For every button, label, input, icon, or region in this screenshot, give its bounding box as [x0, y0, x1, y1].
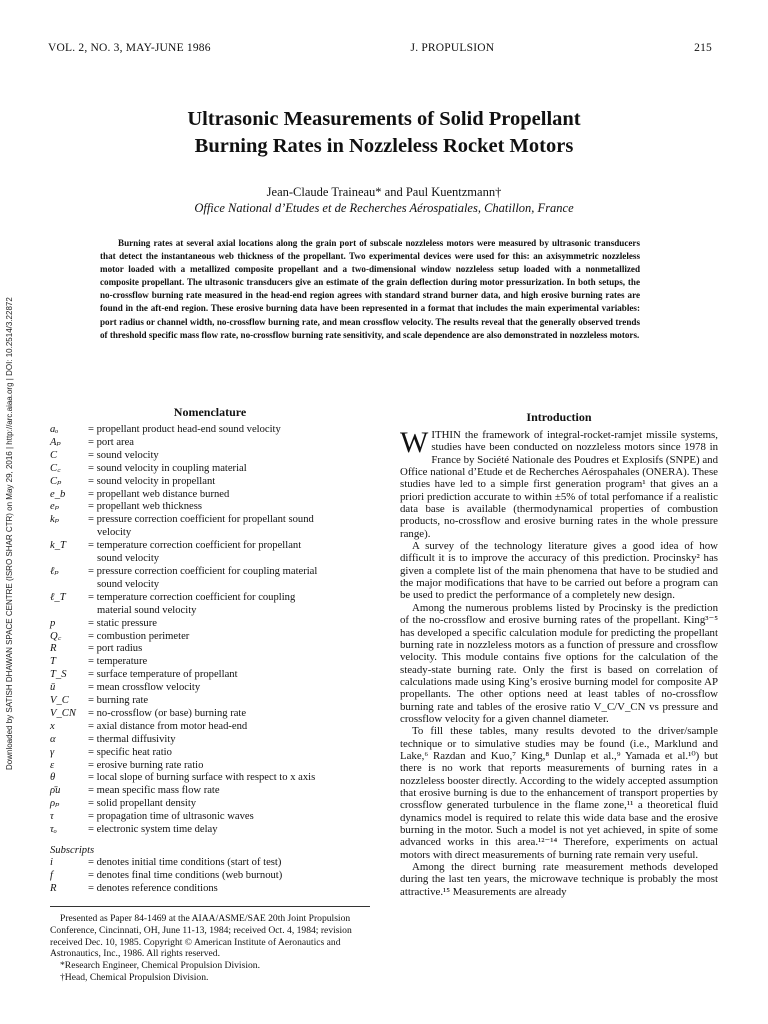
definition-text: = port radius	[88, 643, 143, 655]
nomenclature-definition	[86, 708, 370, 721]
title-line-1: Ultrasonic Measurements of Solid Propellant	[187, 108, 581, 130]
nomenclature-definition	[86, 476, 370, 489]
nomenclature-symbol: θ	[50, 772, 56, 784]
nomenclature-symbol: α	[50, 733, 56, 745]
nomenclature-row	[50, 643, 370, 656]
nomenclature-symbol: aₒ	[50, 424, 59, 435]
volume-issue: VOL. 2, NO. 3, MAY-JUNE 1986	[48, 42, 211, 54]
definition-text: = pressure correction coefficient for propellant sound	[88, 514, 314, 526]
nomenclature-row	[50, 734, 370, 747]
definition-text: = burning rate	[88, 695, 149, 707]
nomenclature-row	[50, 489, 370, 502]
definition-text: = denotes final time conditions (web burnout)	[88, 869, 283, 881]
definition-text: = sound velocity in coupling material	[88, 462, 247, 474]
nomenclature-symbol: τₒ	[50, 824, 57, 836]
definition-text: = combustion perimeter	[88, 630, 190, 642]
nomenclature-definition	[86, 824, 370, 837]
author-block	[60, 184, 708, 216]
nomenclature-definition	[86, 501, 370, 514]
title-line-2: Burning Rates in Nozzleless Rocket Motors	[194, 135, 574, 157]
footnotes	[50, 906, 370, 984]
article-title	[60, 106, 708, 160]
nomenclature-definition	[86, 798, 370, 811]
nomenclature-row	[50, 450, 370, 463]
definition-text: = propellant product head-end sound velocity	[88, 424, 281, 435]
nomenclature-row	[50, 476, 370, 489]
nomenclature-definition	[86, 669, 370, 682]
definition-continuation: sound velocity	[97, 553, 160, 565]
nomenclature-definition	[86, 785, 370, 798]
nomenclature-symbol: C	[50, 449, 58, 461]
nomenclature-symbol: Q꜀	[50, 630, 62, 642]
abstract: Burning rates at several axial locations along the grain port of subscale nozzleless motors were measured by ultrasonic transducers that detect the instantaneous web thickness of the propellant. Two experimental devices were used for this: an axisymmetric nozzleless motor loaded with a metallized composite propellant and a two-dimensional window nozzleless setup loaded with a nonmetallized composite propellant. The ultrasonic transducers give an estimate of the grain deflection during motor pressurization. In both setups, the no-crossflow burning rate measured in the head-end region agrees with standard strand burner data, and high erosive burning rates are found in the aft-end region. These erosive burning data have been represented in a format that includes the main experimental variables: port radius or channel width, no-crossflow burning rate, and mean crossflow velocity. The results reveal that the generally observed trends of threshold specific mass flow rate, no-crossflow burning rate sensitivity, and scale dependence are also demonstrated in nozzleless motors.	[100, 238, 640, 340]
nomenclature-definition	[86, 760, 370, 773]
nomenclature-definition	[86, 811, 370, 824]
nomenclature-symbol: Aₚ	[50, 436, 61, 448]
definition-text: = erosive burning rate ratio	[88, 759, 204, 771]
definition-text: = propellant web distance burned	[88, 488, 230, 500]
definition-text: = sound velocity	[88, 449, 159, 461]
nomenclature-symbol: T_S	[50, 669, 67, 681]
nomenclature-row	[50, 708, 370, 721]
nomenclature-definition	[86, 618, 370, 631]
subscripts-heading: Subscripts	[50, 845, 95, 856]
footnote-author-2: †Head, Chemical Propulsion Division.	[60, 972, 209, 984]
intro-paragraph-1-text: ITHIN the framework of integral-rocket-ramjet missile systems, studies have been conducted on nozzleless motors since 1978 in France by Société Nationale des Poudres et Explosifs (SNPE) and Office national d’Etude et de Recherches Aérospahales (ONERA). These studies have led to a simple first generation program¹ that gives an a priori prediction accurate to within ±5% of total perfomance if a realistic data base is available (thermodynamical properties of combustion products, no-crossflow and erosive burning rates in the whole pressure range).	[400, 429, 718, 540]
nomenclature-row	[50, 772, 370, 785]
definition-text: = denotes reference conditions	[88, 882, 218, 894]
definition-text: = specific heat ratio	[88, 746, 172, 758]
definition-text: = thermal diffusivity	[88, 733, 176, 745]
definition-text: = axial distance from motor head-end	[88, 720, 248, 732]
definition-continuation: velocity	[97, 527, 132, 539]
nomenclature-symbol: x	[50, 720, 55, 732]
nomenclature-symbol: ρ̄u	[50, 785, 61, 797]
nomenclature-row	[50, 463, 370, 476]
journal-name: J. PROPULSION	[410, 42, 495, 54]
nomenclature-row	[50, 760, 370, 773]
nomenclature-row	[50, 618, 370, 631]
nomenclature-definition	[86, 489, 370, 502]
definition-text: = local slope of burning surface with respect to x axis	[88, 772, 316, 784]
nomenclature-row	[50, 857, 370, 870]
footnote-presented: Presented as Paper 84-1469 at the AIAA/ASME/SAE 20th Joint Propulsion Conference, Cincinnati, OH, June 11-13, 1984; received Oct. 4, 1984; revision received Dec. 10, 1985. Copyright © American Institute of Aeronautics and Astronautics, Inc., 1986. All rights reserved.	[50, 912, 352, 960]
nomenclature-symbol: C꜀	[50, 462, 61, 474]
definition-text: = propagation time of ultrasonic waves	[88, 811, 254, 823]
right-column	[400, 410, 718, 898]
left-column	[50, 405, 370, 984]
nomenclature-heading: Nomenclature	[173, 405, 247, 419]
intro-paragraph-5: Among the direct burning rate measurement methods developed during the last ten years, the microwave technique is probably the most attractive.¹⁵ Measurements are already	[400, 861, 718, 898]
nomenclature-definition	[86, 540, 370, 566]
nomenclature-row	[50, 437, 370, 450]
nomenclature-row	[50, 540, 370, 566]
nomenclature-row	[50, 656, 370, 669]
intro-paragraph-1	[400, 426, 718, 540]
nomenclature-symbol: e_b	[50, 488, 66, 500]
nomenclature-definition	[86, 883, 370, 896]
drop-cap: W	[400, 426, 429, 459]
introduction-body	[400, 426, 718, 898]
nomenclature-row	[50, 883, 370, 896]
nomenclature-symbol: Cₚ	[50, 475, 62, 487]
nomenclature-symbol: ū	[50, 682, 56, 694]
nomenclature-symbol: V_CN	[50, 707, 76, 719]
nomenclature-definition	[86, 870, 370, 883]
definition-text: = solid propellant density	[88, 798, 197, 810]
nomenclature-definition	[86, 437, 370, 450]
nomenclature-row	[50, 566, 370, 592]
intro-paragraph-4: To fill these tables, many results devoted to the driver/sample technique or to simulative studies may be found (i.e., Marklund and Lake,⁶ Razdan and Kuo,⁷ King,⁸ Dunlap et al.,⁹ Yamada et al.¹⁰) but there is no work that reports measurements of burning rates in a nozzleless booster directly. According to the widely accepted assumption that erosive burning is due to the enhancement of transport properties by crossflow generated turbulence in the flame zone,¹¹ a theoretical fluid dynamics model is required to relate this wide data base and the erosive burning in the motor. Such a model is not yet achieved, in spite of some advanced works in this area.¹²⁻¹⁴ Therefore, experiments on actual motors with direct measurements of burning rate remain very useful.	[400, 725, 718, 861]
nomenclature-definition	[86, 857, 370, 870]
nomenclature-symbol: γ	[50, 746, 55, 758]
nomenclature-symbol: ρₚ	[50, 798, 60, 810]
definition-text: = temperature	[88, 656, 148, 668]
nomenclature-definition	[86, 772, 370, 785]
nomenclature-row	[50, 631, 370, 644]
nomenclature-row	[50, 870, 370, 883]
nomenclature-symbol: i	[50, 857, 53, 868]
nomenclature-symbol: k_T	[50, 540, 66, 552]
definition-text: = no-crossflow (or base) burning rate	[88, 707, 247, 719]
definition-text: = port area	[88, 436, 134, 448]
nomenclature-row	[50, 824, 370, 837]
nomenclature-definition	[86, 424, 370, 437]
nomenclature-row	[50, 747, 370, 760]
nomenclature-row	[50, 514, 370, 540]
nomenclature-definition	[86, 721, 370, 734]
definition-continuation: material sound velocity	[97, 604, 197, 616]
nomenclature-definition	[86, 682, 370, 695]
nomenclature-row	[50, 424, 370, 437]
nomenclature-symbol: R	[50, 882, 57, 894]
running-head	[48, 42, 712, 54]
intro-paragraph-2: A survey of the technology literature gives a good idea of how difficult it is to improve the accuracy of this prediction. Procinsky² has given a complete list of the main phenomena that have to be studied and the major modifications that have to be carried out before a program can be used to predict the performance of a completely new design.	[400, 540, 718, 602]
introduction-heading: Introduction	[526, 410, 592, 424]
nomenclature-row	[50, 592, 370, 618]
nomenclature-row	[50, 811, 370, 824]
page-number: 215	[694, 42, 712, 54]
nomenclature-symbol: kₚ	[50, 514, 59, 526]
nomenclature-definition	[86, 592, 370, 618]
nomenclature-list	[50, 424, 370, 837]
intro-paragraph-3: Among the numerous problems listed by Procinsky is the prediction of the no-crossflow and erosive burning rates of the propellant. King³⁻⁵ has developed a specific calculation module for predicting the propellant burning rate in nozzleless motors as a function of pressure and crossflow velocity. This module contains five options for the calculation of the steady-state burning rate. Only the first is based on correlation of calculations made using King’s erosive burning model for composite AP propellants. The other options need at least tables of no-crossflow burning rate and tables of the erosive ratio V_C/V_CN vs pressure and crossflow velocity for a given channel diameter.	[400, 601, 718, 725]
definition-text: = surface temperature of propellant	[88, 669, 238, 681]
nomenclature-definition	[86, 695, 370, 708]
nomenclature-definition	[86, 450, 370, 463]
nomenclature-symbol: τ	[50, 811, 54, 823]
definition-text: = temperature correction coefficient for coupling	[88, 591, 296, 603]
nomenclature-symbol: p	[50, 617, 56, 629]
subscripts-list	[50, 857, 370, 896]
nomenclature-row	[50, 785, 370, 798]
nomenclature-symbol: eₚ	[50, 501, 59, 513]
definition-text: = mean crossflow velocity	[88, 682, 201, 694]
nomenclature-definition	[86, 566, 370, 592]
author-affiliation: Office National d’Etudes et de Recherches Aérospatiales, Chatillon, France	[194, 201, 574, 215]
nomenclature-symbol: R	[50, 643, 57, 655]
definition-text: = electronic system time delay	[88, 824, 218, 836]
nomenclature-row	[50, 721, 370, 734]
footnote-author-1: *Research Engineer, Chemical Propulsion Division.	[60, 960, 260, 972]
definition-text: = pressure correction coefficient for coupling material	[88, 565, 318, 577]
nomenclature-definition	[86, 514, 370, 540]
nomenclature-row	[50, 798, 370, 811]
nomenclature-row	[50, 669, 370, 682]
nomenclature-symbol: f	[50, 869, 53, 881]
definition-text: = sound velocity in propellant	[88, 475, 216, 487]
nomenclature-definition	[86, 734, 370, 747]
nomenclature-row	[50, 695, 370, 708]
nomenclature-symbol: ε	[50, 759, 55, 771]
definition-text: = mean specific mass flow rate	[88, 785, 220, 797]
definition-text: = temperature correction coefficient for propellant	[88, 540, 302, 552]
author-names: Jean-Claude Traineau* and Paul Kuentzmann†	[266, 185, 502, 199]
nomenclature-definition	[86, 643, 370, 656]
definition-text: = propellant web thickness	[88, 501, 202, 513]
nomenclature-symbol: ℓ_T	[50, 591, 66, 603]
definition-continuation: sound velocity	[97, 578, 160, 590]
nomenclature-row	[50, 501, 370, 514]
nomenclature-definition	[86, 631, 370, 644]
definition-text: = static pressure	[88, 617, 157, 629]
nomenclature-row	[50, 682, 370, 695]
definition-text: = denotes initial time conditions (start of test)	[88, 857, 282, 868]
nomenclature-definition	[86, 747, 370, 760]
nomenclature-definition	[86, 656, 370, 669]
nomenclature-symbol: V_C	[50, 695, 69, 707]
nomenclature-definition	[86, 463, 370, 476]
nomenclature-symbol: ℓₚ	[50, 565, 59, 577]
nomenclature-symbol: T	[50, 656, 56, 668]
download-watermark: Downloaded by SATISH DHAWAN SPACE CENTRE (ISRO SHAR CTR) on May 29, 2016 | http://arc.aiaa.org | DOI: 10.2514/3.22872	[5, 297, 14, 770]
